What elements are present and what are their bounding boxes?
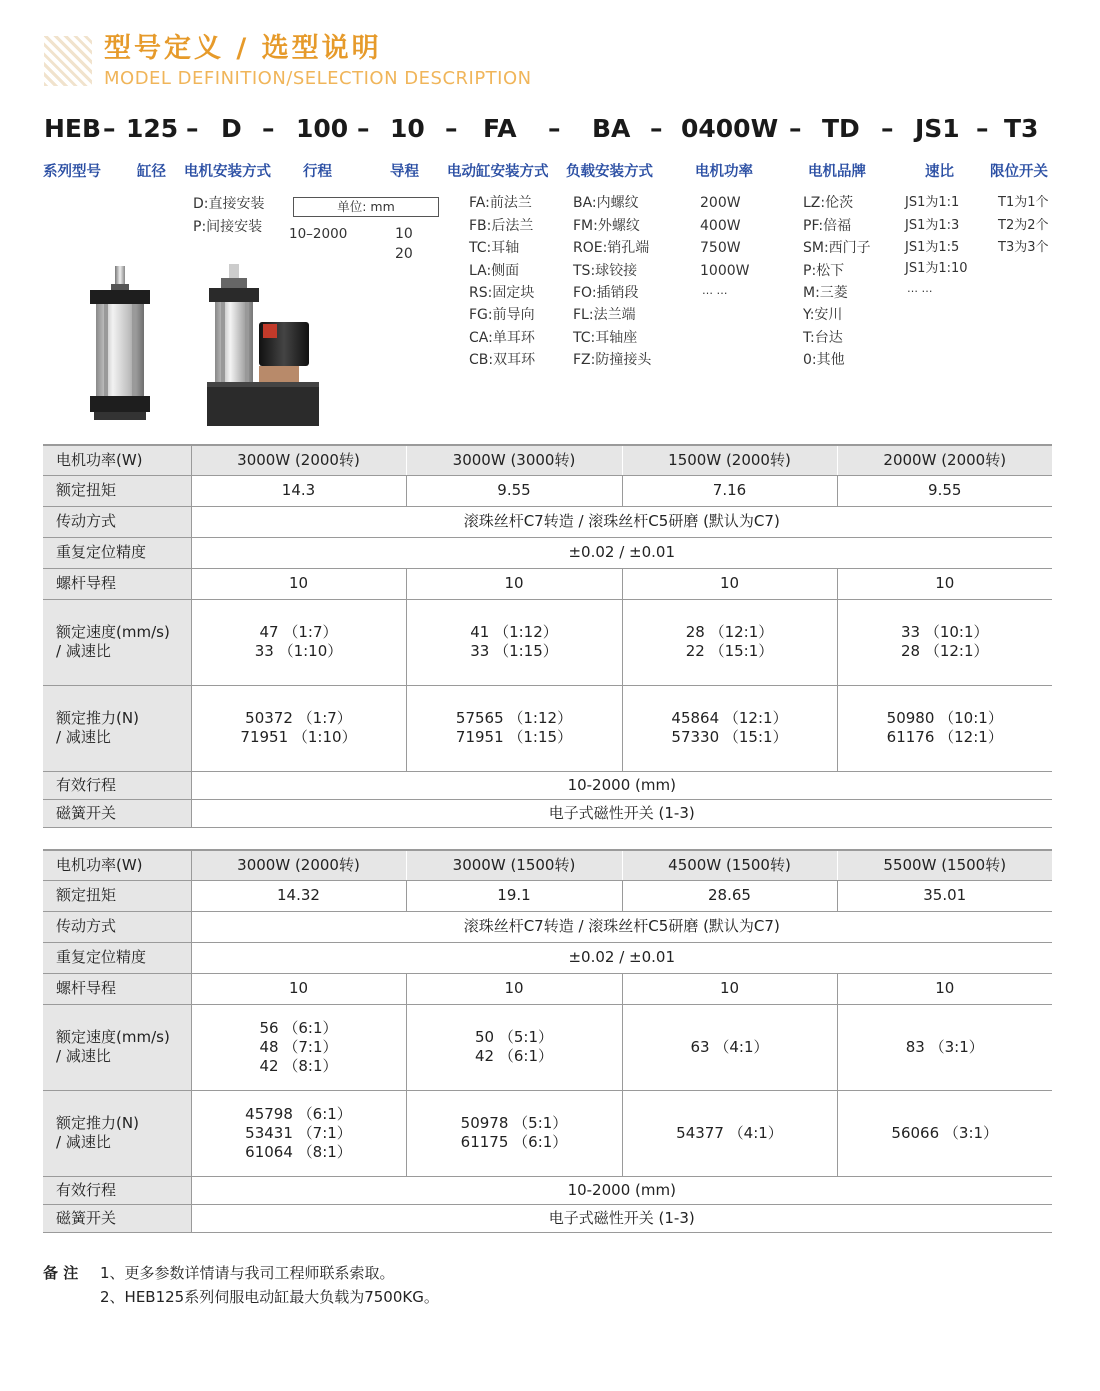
option-lead: 10	[395, 226, 413, 242]
option-item: FB:后法兰	[469, 218, 534, 234]
label-line: / 减速比	[56, 728, 111, 746]
row-label: 重复定位精度	[43, 942, 191, 973]
table-cell	[837, 685, 1052, 771]
table-row	[43, 1176, 1052, 1204]
table-cell: 10	[406, 568, 622, 599]
table-cell: 10-2000 (mm)	[191, 1176, 1052, 1204]
table-cell: 10	[406, 973, 622, 1004]
table-cell: 2000W (2000转)	[837, 445, 1052, 475]
code-part: 10	[390, 114, 425, 143]
table-cell: 10	[191, 973, 406, 1004]
cell-line: 45798 （6:1）	[245, 1104, 352, 1123]
option-item: ROE:销孔端	[573, 240, 650, 256]
table-cell: 10	[191, 568, 406, 599]
option-item: 400W	[700, 218, 741, 234]
table-cell	[191, 685, 406, 771]
option-item: FM:外螺纹	[573, 218, 640, 234]
cell-line: 61064 （8:1）	[245, 1142, 352, 1161]
table-cell: 10	[837, 568, 1052, 599]
table-cell: 19.1	[406, 880, 622, 911]
cell-line: 61175 （6:1）	[460, 1133, 568, 1151]
row-label: 有效行程	[43, 1176, 191, 1204]
table-row	[43, 1004, 1052, 1090]
row-label: 传动方式	[43, 506, 191, 537]
cell-line: 71951 （1:10）	[240, 728, 357, 746]
cell-line: 45864 （12:1）	[671, 709, 788, 727]
option-item: 0:其他	[803, 352, 845, 368]
table-cell	[191, 1004, 406, 1090]
cell-line: 56066 （3:1）	[891, 1123, 999, 1142]
option-item: … …	[702, 284, 728, 297]
code-part: HEB	[44, 114, 102, 143]
row-label	[43, 685, 191, 771]
option-item: 750W	[700, 240, 741, 256]
table-cell	[837, 1090, 1052, 1176]
row-label: 螺杆导程	[43, 973, 191, 1004]
table-row	[43, 475, 1052, 506]
cell-line: 56 （6:1）	[259, 1018, 338, 1037]
table-cell: 3000W (2000转)	[191, 850, 406, 880]
option-item: FZ:防撞接头	[573, 352, 652, 368]
option-item: M:三菱	[803, 285, 848, 301]
cell-line: 48 （7:1）	[259, 1037, 338, 1056]
option-item: BA:内螺纹	[573, 195, 639, 211]
table-cell	[622, 685, 837, 771]
table-cell	[622, 1090, 837, 1176]
category-lead: 导程	[390, 164, 419, 180]
category-load-mount: 负载安装方式	[566, 164, 653, 180]
category-stroke: 行程	[303, 164, 332, 180]
option-item: JS1为1:5	[905, 240, 960, 255]
table-cell: 10-2000 (mm)	[191, 771, 1052, 799]
option-item: TS:球铰接	[573, 263, 638, 279]
table-cell: 10	[622, 973, 837, 1004]
code-dash: –	[445, 114, 458, 143]
cell-line: 50980 （10:1）	[886, 709, 1003, 727]
cell-line: 42 （6:1）	[475, 1047, 553, 1065]
table-cell: 4500W (1500转)	[622, 850, 837, 880]
table-row	[43, 911, 1052, 942]
code-part: D	[221, 114, 242, 143]
option-item: JS1为1:1	[905, 195, 960, 210]
table-cell: 电子式磁性开关 (1-3)	[191, 1204, 1052, 1232]
product-image-inline-cylinder	[86, 264, 154, 424]
row-label: 传动方式	[43, 911, 191, 942]
table-cell: 滚珠丝杆C7转造 / 滚珠丝杆C5研磨 (默认为C7)	[191, 911, 1052, 942]
table-cell: ±0.02 / ±0.01	[191, 942, 1052, 973]
table-cell: 5500W (1500转)	[837, 850, 1052, 880]
cell-line: 28 （12:1）	[685, 623, 774, 641]
code-part: 100	[296, 114, 349, 143]
table-cell	[191, 1090, 406, 1176]
category-ratio: 速比	[925, 164, 954, 180]
table-cell: 7.16	[622, 475, 837, 506]
table-cell: 9.55	[837, 475, 1052, 506]
cell-line: 50 （5:1）	[475, 1028, 553, 1046]
option-item: T1为1个	[998, 195, 1049, 210]
cell-line: 83 （3:1）	[905, 1037, 984, 1056]
note-item: 2、HEB125系列伺服电动缸最大负载为7500KG。	[100, 1288, 439, 1306]
label-line: / 减速比	[56, 1133, 111, 1151]
cell-line: 47 （1:7）	[259, 623, 338, 641]
table-cell	[406, 599, 622, 685]
table-row	[43, 599, 1052, 685]
row-label: 额定扭矩	[43, 880, 191, 911]
table-cell	[837, 599, 1052, 685]
table-row	[43, 850, 1052, 880]
table-row	[43, 942, 1052, 973]
option-item: … …	[907, 282, 933, 295]
table-row	[43, 880, 1052, 911]
product-image-parallel-cylinder	[203, 262, 323, 428]
cell-line: 33 （1:10）	[254, 642, 343, 660]
row-label: 重复定位精度	[43, 537, 191, 568]
table-cell: ±0.02 / ±0.01	[191, 537, 1052, 568]
cell-line: 33 （10:1）	[900, 623, 989, 641]
option-item: FA:前法兰	[469, 195, 532, 211]
table-cell	[622, 1004, 837, 1090]
option-item: FL:法兰端	[573, 307, 636, 323]
table-cell: 9.55	[406, 475, 622, 506]
code-part: 125	[126, 114, 179, 143]
option-item: CB:双耳环	[469, 352, 536, 368]
code-part: JS1	[915, 114, 960, 143]
option-item: JS1为1:3	[905, 218, 960, 233]
option-item: SM:西门子	[803, 240, 871, 256]
option-item: T3为3个	[998, 240, 1049, 255]
table-row	[43, 771, 1052, 799]
table-cell	[406, 1090, 622, 1176]
table-row	[43, 1090, 1052, 1176]
code-part: FA	[483, 114, 517, 143]
table-cell	[406, 1004, 622, 1090]
row-label	[43, 1004, 191, 1090]
cell-line: 57565 （1:12）	[455, 709, 573, 727]
table-row	[43, 537, 1052, 568]
cell-line: 28 （12:1）	[900, 642, 989, 660]
table-cell: 35.01	[837, 880, 1052, 911]
notes-label: 备 注	[43, 1264, 79, 1282]
table-cell: 10	[622, 568, 837, 599]
row-label: 磁簧开关	[43, 799, 191, 827]
table-row	[43, 506, 1052, 537]
row-label: 有效行程	[43, 771, 191, 799]
option-item: PF:倍福	[803, 218, 852, 234]
option-item: FO:插销段	[573, 285, 639, 301]
note-item: 1、更多参数详情请与我司工程师联系索取。	[100, 1264, 395, 1282]
category-series: 系列型号	[43, 164, 101, 180]
option-item: 200W	[700, 195, 741, 211]
table-cell: 14.3	[191, 475, 406, 506]
code-part: BA	[592, 114, 631, 143]
cell-line: 57330 （15:1）	[671, 728, 788, 746]
row-label: 额定扭矩	[43, 475, 191, 506]
option-item: JS1为1:10	[905, 261, 968, 276]
table-cell	[191, 599, 406, 685]
code-dash: –	[103, 114, 116, 143]
unit-label: 单位: mm	[293, 197, 439, 217]
cell-line: 41 （1:12）	[470, 623, 558, 641]
code-dash: –	[186, 114, 199, 143]
table-cell: 电子式磁性开关 (1-3)	[191, 799, 1052, 827]
category-cylinder-mount: 电动缸安装方式	[447, 164, 549, 180]
option-item: 1000W	[700, 263, 750, 279]
table-cell: 14.32	[191, 880, 406, 911]
table-row	[43, 1204, 1052, 1232]
cell-line: 53431 （7:1）	[245, 1123, 352, 1142]
label-line: / 减速比	[56, 1047, 111, 1065]
option-stroke: 10–2000	[289, 226, 348, 242]
table-cell: 3000W (2000转)	[191, 445, 406, 475]
label-line: 额定推力(N)	[56, 709, 139, 727]
spec-table-2	[43, 849, 1052, 1233]
option-lead: 20	[395, 246, 413, 262]
code-part: T3	[1004, 114, 1039, 143]
category-motor-power: 电机功率	[695, 164, 753, 180]
table-cell: 3000W (3000转)	[406, 445, 622, 475]
row-label	[43, 1090, 191, 1176]
table-cell: 3000W (1500转)	[406, 850, 622, 880]
cell-line: 22 （15:1）	[685, 642, 774, 660]
code-part: TD	[822, 114, 860, 143]
row-label: 电机功率(W)	[43, 850, 191, 880]
option-item: T:台达	[803, 330, 843, 346]
category-motor-brand: 电机品牌	[808, 164, 866, 180]
category-limit-switch: 限位开关	[990, 164, 1048, 180]
label-line: / 减速比	[56, 642, 111, 660]
option-item: TC:耳轴	[469, 240, 520, 256]
label-line: 额定推力(N)	[56, 1114, 139, 1132]
cell-line: 50372 （1:7）	[245, 709, 352, 727]
option-item: FG:前导向	[469, 307, 535, 323]
row-label: 磁簧开关	[43, 1204, 191, 1232]
code-part: 0400W	[681, 114, 779, 143]
page-title: 型号定义 / 选型说明	[104, 33, 382, 64]
code-dash: –	[789, 114, 802, 143]
row-label: 螺杆导程	[43, 568, 191, 599]
code-dash: –	[262, 114, 275, 143]
table-cell	[837, 1004, 1052, 1090]
option-item: LZ:伦茨	[803, 195, 854, 211]
cell-line: 71951 （1:15）	[455, 728, 573, 746]
option-item: T2为2个	[998, 218, 1049, 233]
table-cell: 10	[837, 973, 1052, 1004]
cell-line: 54377 （4:1）	[676, 1123, 783, 1142]
table-cell: 滚珠丝杆C7转造 / 滚珠丝杆C5研磨 (默认为C7)	[191, 506, 1052, 537]
code-dash: –	[650, 114, 663, 143]
table-row	[43, 445, 1052, 475]
cell-line: 33 （1:15）	[470, 642, 558, 660]
code-dash: –	[357, 114, 370, 143]
spec-table-1	[43, 444, 1052, 828]
label-line: 额定速度(mm/s)	[56, 1028, 170, 1046]
option-item: LA:侧面	[469, 263, 520, 279]
option-item: D:直接安装	[193, 196, 265, 212]
code-dash: –	[976, 114, 989, 143]
table-row	[43, 799, 1052, 827]
table-row	[43, 973, 1052, 1004]
page-subtitle: MODEL DEFINITION/SELECTION DESCRIPTION	[104, 68, 532, 89]
table-row	[43, 568, 1052, 599]
table-cell	[406, 685, 622, 771]
cell-line: 42 （8:1）	[259, 1056, 338, 1075]
table-row	[43, 685, 1052, 771]
table-cell	[622, 599, 837, 685]
cell-line: 63 （4:1）	[690, 1037, 769, 1056]
option-item: RS:固定块	[469, 285, 535, 301]
cell-line: 50978 （5:1）	[460, 1114, 568, 1132]
table-cell: 1500W (2000转)	[622, 445, 837, 475]
option-item: CA:单耳环	[469, 330, 535, 346]
code-dash: –	[881, 114, 894, 143]
option-item: P:间接安装	[193, 219, 263, 235]
option-item: P:松下	[803, 263, 845, 279]
category-motor-mount: 电机安装方式	[184, 164, 271, 180]
code-dash: –	[548, 114, 561, 143]
cell-line: 61176 （12:1）	[886, 728, 1003, 746]
logo-mark	[44, 36, 92, 86]
row-label	[43, 599, 191, 685]
label-line: 额定速度(mm/s)	[56, 623, 170, 641]
row-label: 电机功率(W)	[43, 445, 191, 475]
table-cell: 28.65	[622, 880, 837, 911]
category-bore: 缸径	[137, 164, 166, 180]
option-item: TC:耳轴座	[573, 330, 638, 346]
option-item: Y:安川	[803, 307, 843, 323]
